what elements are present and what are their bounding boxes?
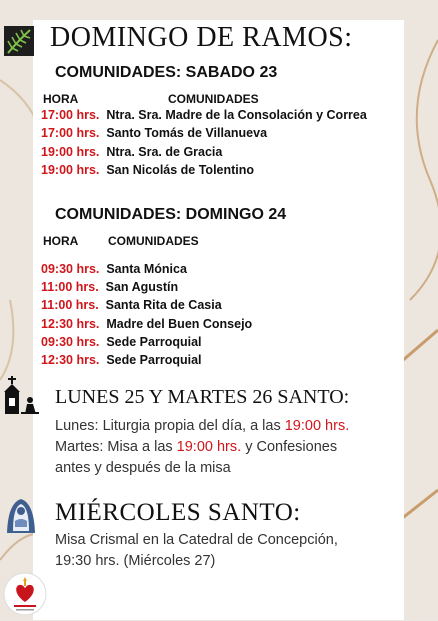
chapel-icon <box>3 374 41 416</box>
saturday-col-comunidades: COMUNIDADES <box>168 92 259 106</box>
wednesday-text-1: Misa Crismal en la Catedral de Concepción, <box>55 532 338 548</box>
tuesday-text: Martes: Misa a las 19:00 hrs. y Confesiones <box>55 439 338 455</box>
saturday-col-hora: HORA <box>43 92 79 106</box>
table-row: 09:30 hrs. Sede Parroquial <box>41 335 202 349</box>
table-row: 17:00 hrs. Ntra. Sra. Madre de la Consolación y Correa <box>41 108 367 122</box>
sunday-col-comunidades: COMUNIDADES <box>108 234 199 248</box>
table-row: 12:30 hrs. Madre del Buen Consejo <box>41 317 253 331</box>
table-row: 19:00 hrs. San Nicolás de Tolentino <box>41 163 255 177</box>
virgin-mary-icon <box>4 497 38 535</box>
table-row: 17:00 hrs. Santo Tomás de Villanueva <box>41 126 268 140</box>
table-row: 19:00 hrs. Ntra. Sra. de Gracia <box>41 145 223 159</box>
palm-leaf-icon <box>4 26 34 56</box>
table-row: 11:00 hrs. Santa Rita de Casia <box>41 298 222 312</box>
holy-wednesday-heading: MIÉRCOLES SANTO: <box>55 499 301 526</box>
parish-heart-logo <box>3 572 47 616</box>
page-title: DOMINGO DE RAMOS: <box>50 22 353 53</box>
sunday-heading: COMUNIDADES: DOMINGO 24 <box>55 206 287 223</box>
tuesday-text-cont: antes y después de la misa <box>55 460 231 476</box>
table-row: 12:30 hrs. Sede Parroquial <box>41 353 202 367</box>
holy-mon-tue-heading: LUNES 25 Y MARTES 26 SANTO: <box>55 386 350 408</box>
table-row: 09:30 hrs. Santa Mónica <box>41 262 187 276</box>
saturday-heading: COMUNIDADES: SABADO 23 <box>55 64 278 81</box>
monday-text: Lunes: Liturgia propia del día, a las 19:00 hrs. <box>55 418 350 434</box>
table-row: 11:00 hrs. San Agustín <box>41 280 179 294</box>
wednesday-text-2: 19:30 hrs. (Miércoles 27) <box>55 553 216 569</box>
sunday-col-hora: HORA <box>43 234 79 248</box>
